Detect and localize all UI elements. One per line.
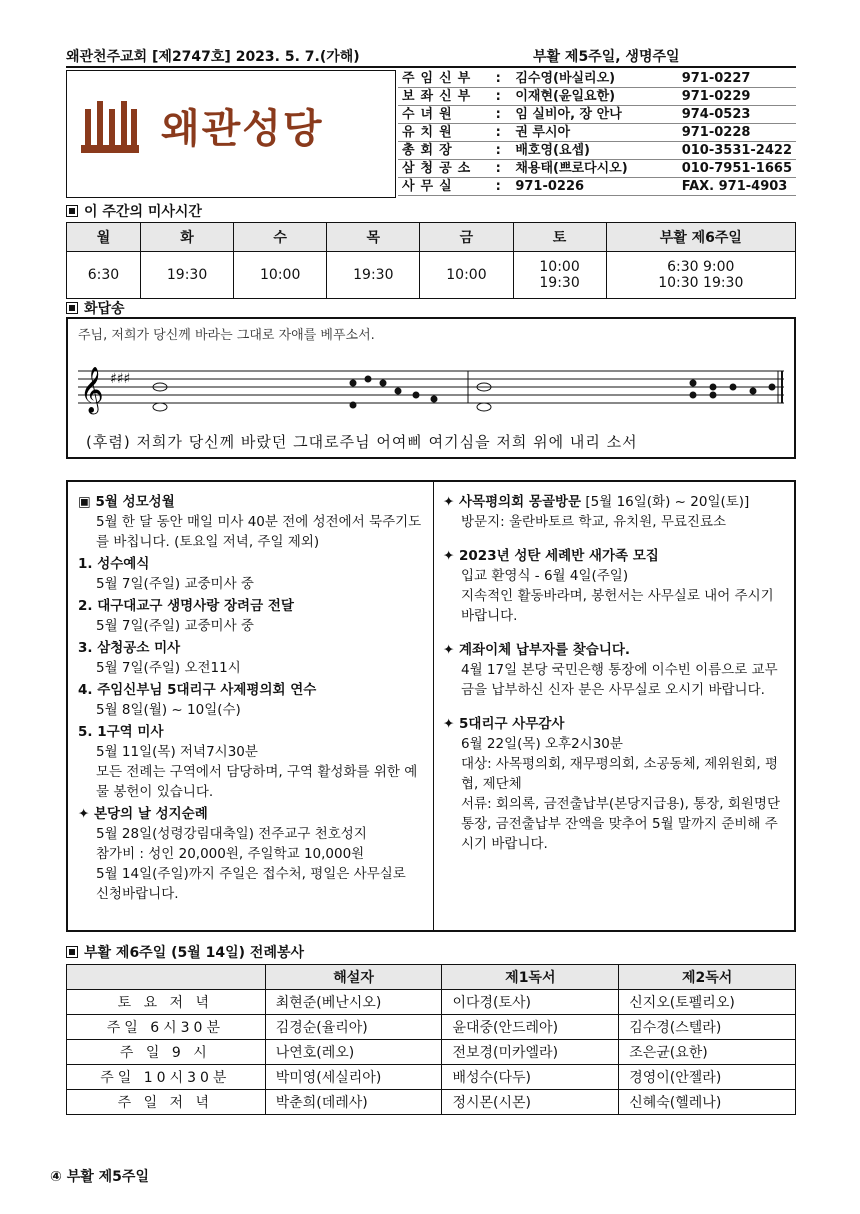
staff-name: 임 실비아, 장 안나 — [511, 106, 677, 124]
service-person: 박미영(세실리아) — [265, 1065, 442, 1090]
notice-item — [78, 722, 423, 802]
staff-phone: FAX. 971-4903 — [678, 178, 796, 196]
mass-day: 금 — [420, 223, 513, 252]
staff-row — [398, 124, 796, 142]
mass-schedule-table — [66, 222, 796, 299]
staff-role: 사무실 — [398, 178, 492, 196]
mass-day: 화 — [141, 223, 234, 252]
notice-title-extra: [5월 16일(화) ~ 20일(토)] — [581, 494, 750, 510]
notice-title: ✦ 2023년 성탄 세례반 새가족 모집 — [443, 548, 659, 564]
notice-body: 5월 8일(월) ~ 10일(수) — [96, 702, 241, 718]
church-logo — [66, 70, 396, 198]
staff-role: 유치원 — [398, 124, 492, 142]
staff-phone: 971-0227 — [678, 70, 796, 88]
notices-right-column — [443, 492, 788, 868]
staff-name: 971-0226 — [511, 178, 677, 196]
church-emblem-icon — [73, 99, 163, 179]
mass-time: 10:00 19:30 — [513, 252, 606, 299]
notice-body: 4월 17일 본당 국민은행 통장에 이수빈 이름으로 교무금을 납부하신 신자 분은 사무실로 오시기 바랍니다. — [461, 662, 778, 698]
staff-colon: : — [492, 142, 512, 160]
notice-item — [78, 680, 423, 720]
mass-section-title: 이 주간의 미사시간 — [66, 201, 202, 221]
notice-item — [443, 492, 788, 532]
notice-title: 5. 1구역 미사 — [78, 724, 164, 740]
mass-day: 수 — [234, 223, 327, 252]
mass-day: 목 — [327, 223, 420, 252]
notice-title: ✦ 5대리구 사무감사 — [443, 716, 565, 732]
staff-name: 채용태(쁘로다시오) — [511, 160, 677, 178]
mass-day: 월 — [67, 223, 141, 252]
staff-row — [398, 106, 796, 124]
notice-title: ▣ 5월 성모성월 — [78, 494, 175, 510]
svg-text:𝄞: 𝄞 — [80, 367, 104, 413]
psalm-refrain: (후렴) 저희가 당신께 바랐던 그대로주님 어여삐 여기심을 저희 위에 내리 소서 — [86, 433, 638, 451]
service-person: 전보경(미카엘라) — [442, 1040, 619, 1065]
staff-row — [398, 70, 796, 88]
notice-item — [78, 638, 423, 678]
service-time: 토 요 저 녁 — [67, 990, 266, 1015]
notice-body: 5월 7일(주일) 교중미사 중 — [96, 618, 254, 634]
notice-item — [443, 640, 788, 700]
notices-box — [66, 480, 796, 932]
staff-row — [398, 178, 796, 196]
music-staff — [68, 357, 794, 427]
svg-text:♯♯♯: ♯♯♯ — [110, 371, 131, 387]
service-person: 정시몬(시몬) — [442, 1090, 619, 1115]
service-person: 김경순(율리아) — [265, 1015, 442, 1040]
notice-title: ✦ 계좌이체 납부자를 찾습니다. — [443, 642, 631, 658]
staff-phone: 010-3531-2422 — [678, 142, 796, 160]
notice-body: 5월 11일(목) 저녁7시30분 모든 전례는 구역에서 담당하며, 구역 활성화를 위한 예물 봉헌이 있습니다. — [96, 744, 418, 800]
service-person: 김수경(스텔라) — [619, 1015, 796, 1040]
service-person: 배성수(다두) — [442, 1065, 619, 1090]
staff-colon: : — [492, 88, 512, 106]
page-footer: ④ 부활 제5주일 — [50, 1169, 149, 1185]
service-time: 주일 10시30분 — [67, 1065, 266, 1090]
service-section-title: 부활 제6주일 (5월 14일) 전례봉사 — [66, 942, 304, 962]
staff-phone: 010-7951-1665 — [678, 160, 796, 178]
staff-directory — [398, 70, 796, 196]
service-row — [67, 1065, 796, 1090]
notice-item — [443, 546, 788, 626]
staff-role: 총회장 — [398, 142, 492, 160]
notices-left-column — [78, 492, 423, 906]
service-header — [67, 965, 266, 990]
staff-colon: : — [492, 124, 512, 142]
liturgical-day: 부활 제5주일, 생명주일 — [533, 49, 680, 65]
service-person: 신지오(토펠리오) — [619, 990, 796, 1015]
staff-role: 삼청공소 — [398, 160, 492, 178]
notice-title: 4. 주임신부님 5대리구 사제평의회 연수 — [78, 682, 317, 698]
mass-time: 10:00 — [234, 252, 327, 299]
staff-colon: : — [492, 160, 512, 178]
service-header: 해설자 — [265, 965, 442, 990]
mass-time: 19:30 — [141, 252, 234, 299]
notice-body: 6월 22일(목) 오후2시30분 대상: 사목평의회, 재무평의회, 소공동체, 제위원회, 평협, 제단체 서류: 회의록, 금전출납부(본당지급용), 통장, 회원명단 통장, 금전출납부 잔액을 맞추어 5월 말까지 준비해 주시기 바랍니다. — [461, 736, 780, 852]
staff-phone: 974-0523 — [678, 106, 796, 124]
header-rule — [66, 66, 796, 68]
service-time: 주 일 9 시 — [67, 1040, 266, 1065]
staff-name: 김수영(바실리오) — [511, 70, 677, 88]
staff-name: 권 루시아 — [511, 124, 677, 142]
notice-title: 1. 성수예식 — [78, 556, 150, 572]
staff-role: 수녀원 — [398, 106, 492, 124]
staff-row — [398, 142, 796, 160]
page-header — [66, 46, 796, 66]
notice-item — [443, 714, 788, 854]
service-person: 조은균(요한) — [619, 1040, 796, 1065]
notice-body: 입교 환영식 - 6월 4일(주일) 지속적인 활동바라며, 봉헌서는 사무실로 내어 주시기 바랍니다. — [461, 568, 774, 624]
service-person: 이다경(토사) — [442, 990, 619, 1015]
notices-divider — [433, 482, 434, 930]
service-row — [67, 990, 796, 1015]
service-header: 제1독서 — [442, 965, 619, 990]
staff-phone: 971-0228 — [678, 124, 796, 142]
service-time: 주 일 저 녁 — [67, 1090, 266, 1115]
notice-title: ✦ 사목평의회 몽골방문 [5월 16일(화) ~ 20일(토)] — [443, 494, 750, 510]
service-person: 윤대중(안드레아) — [442, 1015, 619, 1040]
hwadapsong-title: 화답송 — [66, 298, 125, 318]
psalm-box — [66, 317, 796, 459]
notice-item — [78, 554, 423, 594]
service-person: 박춘희(데레사) — [265, 1090, 442, 1115]
staff-name: 이재현(윤일요한) — [511, 88, 677, 106]
bulletin-info: 왜관천주교회 [제2747호] 2023. 5. 7.(가해) — [66, 49, 360, 65]
mass-day: 부활 제6주일 — [606, 223, 795, 252]
notice-item — [78, 804, 423, 904]
notice-body: 5월 28일(성령강림대축일) 전주교구 천호성지 참가비 : 성인 20,000원, 주일학교 10,000원 5월 14일(주일)까지 주일은 접수처, 평일은 사무실로 신청바랍니다. — [96, 826, 406, 902]
notice-item — [78, 596, 423, 636]
notice-body: 방문지: 울란바토르 학교, 유치원, 무료진료소 — [461, 514, 727, 530]
service-row — [67, 1015, 796, 1040]
mass-day: 토 — [513, 223, 606, 252]
mass-time: 6:30 9:00 10:30 19:30 — [606, 252, 795, 299]
service-time: 주일 6시30분 — [67, 1015, 266, 1040]
staff-row — [398, 160, 796, 178]
service-header: 제2독서 — [619, 965, 796, 990]
staff-colon: : — [492, 106, 512, 124]
notice-body: 5월 7일(주일) 교중미사 중 — [96, 576, 254, 592]
staff-role: 주임신부 — [398, 70, 492, 88]
liturgy-service-table — [66, 964, 796, 1115]
mass-time: 10:00 — [420, 252, 513, 299]
staff-role: 보좌신부 — [398, 88, 492, 106]
staff-phone: 971-0229 — [678, 88, 796, 106]
service-person: 최현준(베난시오) — [265, 990, 442, 1015]
notice-body: 5월 한 달 동안 매일 미사 40분 전에 성전에서 묵주기도를 바칩니다. (토요일 저녁, 주일 제외) — [96, 514, 422, 550]
service-person: 나연호(레오) — [265, 1040, 442, 1065]
staff-name: 배호영(요셉) — [511, 142, 677, 160]
psalm-verse: 주님, 저희가 당신께 바라는 그대로 자애를 베푸소서. — [78, 328, 375, 343]
service-row — [67, 1040, 796, 1065]
notice-title: 3. 삼청공소 미사 — [78, 640, 181, 656]
service-person: 신혜숙(헬레나) — [619, 1090, 796, 1115]
notice-item — [78, 492, 423, 552]
notice-body: 5월 7일(주일) 오전11시 — [96, 660, 241, 676]
notice-title: 2. 대구대교구 생명사랑 장려금 전달 — [78, 598, 294, 614]
service-person: 경영이(안젤라) — [619, 1065, 796, 1090]
service-row — [67, 1090, 796, 1115]
church-name: 왜관성당 — [161, 105, 324, 152]
mass-time: 19:30 — [327, 252, 420, 299]
mass-time: 6:30 — [67, 252, 141, 299]
notice-title: ✦ 본당의 날 성지순례 — [78, 806, 208, 822]
staff-colon: : — [492, 70, 512, 88]
staff-row — [398, 88, 796, 106]
staff-colon: : — [492, 178, 512, 196]
